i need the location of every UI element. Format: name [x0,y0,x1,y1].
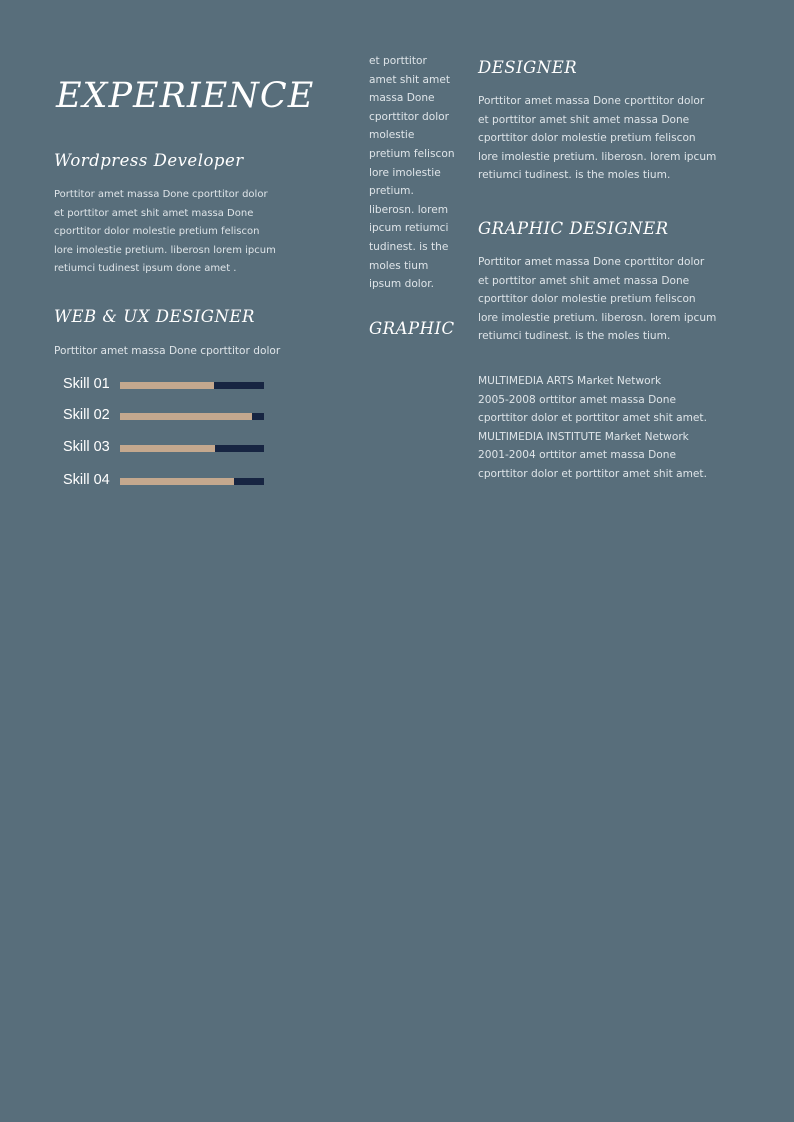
graphic-designer-description [478,253,778,346]
middle-column-text [369,52,469,294]
paragraph-line: cporttitor dolor molestie pretium feliscon [478,132,696,145]
paragraph-line: lore imolestie pretium. liberosn. lorem ipcum [478,311,717,324]
paragraph-line: cporttitor dolor molestie pretium feliscon [478,293,696,306]
paragraph-line: Porttitor amet massa Done cporttitor dolor [478,95,705,107]
paragraph-line: lore imolestie pretium. liberosn lorem ipcum [54,244,276,256]
paragraph-line: amet shit amet [369,73,451,86]
skill-label: Skill 04 [63,472,110,488]
paragraph-line: Porttitor amet massa Done cporttitor dolor [54,189,268,200]
job-description-web-ux: Porttitor amet massa Done cporttitor dolor [54,345,281,357]
skill-bar-track [120,413,264,420]
paragraph-line: pretium feliscon [369,147,455,160]
paragraph-line: cporttitor dolor molestie pretium feliscon [54,226,260,238]
paragraph-line: et porttitor amet shit amet massa Done [478,274,690,287]
designer-description [478,92,778,185]
paragraph-line: pretium. [369,185,414,198]
paragraph-line: retiumci tudinest. is the moles tium. [478,330,671,343]
paragraph-line: ipcum retiumci [369,222,449,235]
skill-bar-fill [120,478,234,485]
skill-bar-fill [120,413,252,420]
paragraph-line: et porttitor amet shit amet massa Done [54,207,254,219]
skill-label: Skill 02 [63,407,110,423]
experience-title: EXPERIENCE [56,76,315,116]
paragraph-line: et porttitor [369,55,427,67]
paragraph-line: et porttitor amet shit amet massa Done [478,113,690,126]
skill-bar-track [120,478,264,485]
education-list [478,372,778,484]
skill-bar-fill [120,382,214,389]
paragraph-line: retiumci tudinest ipsum done amet . [54,263,237,275]
education-line: cporttitor dolor et porttitor amet shit amet. [478,467,707,480]
paragraph-line: cporttitor dolor [369,110,449,123]
job-description-wordpress [54,186,314,279]
paragraph-line: lore imolestie pretium. liberosn. lorem ipcum [478,150,717,163]
skill-bar-track [120,382,264,389]
education-line: 2005-2008 orttitor amet massa Done [478,393,676,406]
education-line: MULTIMEDIA ARTS Market Network [478,375,662,387]
skill-bar-fill [120,445,215,452]
section-title-designer: DESIGNER [478,58,578,77]
education-line: MULTIMEDIA INSTITUTE Market Network [478,430,689,443]
skill-label: Skill 03 [63,439,110,455]
middle-heading-graphic: GRAPHIC [369,319,455,338]
skill-bar-track [120,445,264,452]
paragraph-line: molestie [369,129,415,142]
skill-label: Skill 01 [63,376,110,392]
paragraph-line: ipsum dolor. [369,278,434,291]
paragraph-line: liberosn. lorem [369,203,449,216]
job-title-wordpress-developer: Wordpress Developer [54,151,244,170]
paragraph-line: moles tium [369,259,429,272]
paragraph-line: massa Done [369,92,435,105]
paragraph-line: lore imolestie [369,166,441,179]
job-title-web-ux-designer: WEB & UX DESIGNER [54,307,255,326]
paragraph-line: Porttitor amet massa Done cporttitor dolor [478,256,705,268]
education-line: 2001-2004 orttitor amet massa Done [478,449,676,462]
section-title-graphic-designer: GRAPHIC DESIGNER [478,219,669,238]
education-line: cporttitor dolor et porttitor amet shit amet. [478,412,707,425]
paragraph-line: tudinest. is the [369,240,449,253]
paragraph-line: retiumci tudinest. is the moles tium. [478,169,671,182]
